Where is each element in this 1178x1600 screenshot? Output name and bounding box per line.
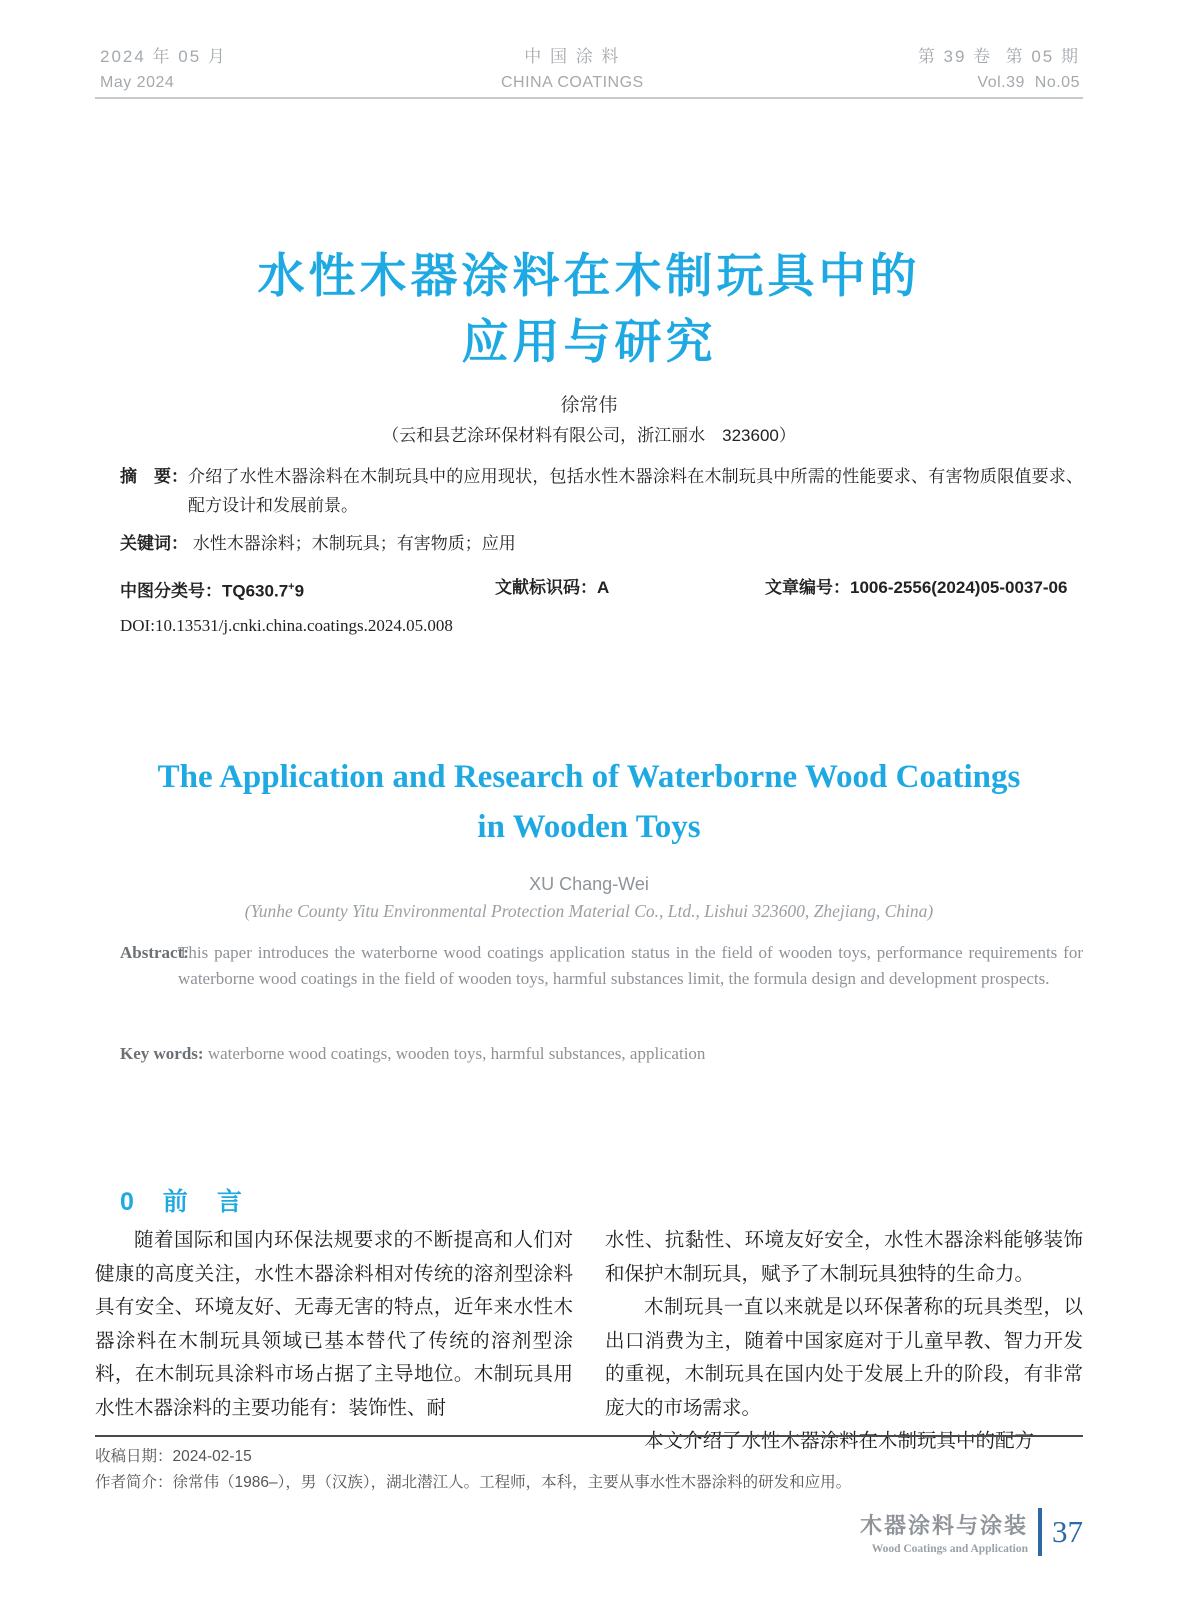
body-paragraph: 木制玩具一直以来就是以环保著称的玩具类型，以出口消费为主，随着中国家庭对于儿童早教、智力开发的重视，木制玩具在国内处于发展上升的阶段，有非常庞大的市场需求。 [605, 1296, 1083, 1419]
clc-value: TQ630.7 [222, 581, 289, 601]
clc-superscript: + [288, 581, 295, 593]
header-issue-cn: 第 39 卷 第 05 期 [917, 47, 1080, 66]
article-title-cn [0, 243, 1178, 375]
running-header [100, 42, 1080, 92]
article-number [765, 573, 1067, 602]
section-0-heading: 0 前 言 [120, 1188, 244, 1216]
journal-name-cn: 中 国 涂 料 [524, 47, 621, 66]
header-date-en: May 2024 [100, 74, 175, 91]
received-date-line [95, 1444, 1083, 1470]
header-issue [918, 42, 1080, 92]
clc-number [120, 573, 304, 606]
footnote [95, 1435, 1083, 1496]
abstract-text-cn: 介绍了水性木器涂料在木制玩具中的应用现状，包括水性木器涂料在木制玩具中所需的性能要求、有害物质限值要求、配方设计和发展前景。 [188, 467, 1083, 515]
article-number-value: 1006-2556(2024)05-0037-06 [850, 578, 1068, 597]
body-paragraph: 随着国际和国内环保法规要求的不断提高和人们对健康的高度关注，水性木器涂料相对传统的溶剂型涂料具有安全、环境友好、无毒无害的特点，近年来水性木器涂料在木制玩具领域已基本替代了传统的溶剂型涂料，在木制玩具涂料市场占据了主导地位。木制玩具用水性木器涂料的主要功能有：装饰性、耐 [95, 1229, 573, 1419]
article-title-en [0, 752, 1178, 852]
abstract-cn [120, 462, 1083, 520]
author-bio-label: 作者简介： [95, 1474, 173, 1491]
journal-name-en: CHINA COATINGS [501, 74, 644, 91]
body-paragraph: 本文介绍了水性木器涂料在木制玩具中的配方 [644, 1430, 1035, 1452]
header-date [100, 42, 227, 92]
received-date-value: 2024-02-15 [172, 1448, 252, 1465]
footer-divider-bar [1038, 1508, 1042, 1556]
doi: DOI:10.13531/j.cnki.china.coatings.2024.05.008 [120, 616, 453, 635]
author-en: XU Chang-Wei [529, 874, 649, 894]
body-columns [95, 1224, 1083, 1459]
keywords-en [120, 1044, 1083, 1064]
affiliation-en: (Yunhe County Yitu Environmental Protection Material Co., Ltd., Lishui 323600, Zhejiang, China) [244, 901, 934, 921]
document-code-value: A [597, 578, 610, 597]
classification-row [120, 573, 1083, 599]
document-code [495, 573, 609, 602]
abstract-text-en: This paper introduces the waterborne wood coatings application status in the field of wooden toys, performance requirements for waterborne wood coatings in the field of wooden toys, harmful substances limit, the formula design and development prospects. [178, 943, 1083, 988]
keywords-text-cn: 水性木器涂料；木制玩具；有害物质；应用 [192, 534, 516, 553]
article-number-label: 文章编号： [765, 578, 850, 597]
clc-label: 中图分类号： [120, 581, 222, 601]
article-title-cn-line1: 水性木器涂料在木制玩具中的 [257, 249, 921, 302]
header-divider [95, 97, 1083, 99]
abstract-label-cn: 摘 要： [120, 467, 188, 486]
front-matter-cn [120, 462, 1083, 640]
page-footer [860, 1508, 1083, 1556]
affiliation-cn: （云和县艺涂环保材料有限公司，浙江丽水 323600） [382, 426, 796, 445]
article-title-en-line1: The Application and Research of Waterborne Wood Coatings [157, 759, 1021, 795]
article-title-cn-line2: 应用与研究 [461, 315, 717, 368]
keywords-cn [120, 529, 1083, 558]
keywords-label-cn: 关键词： [120, 534, 188, 553]
body-column-left [95, 1224, 573, 1459]
author-bio-line [95, 1470, 1083, 1496]
body-paragraph: 水性、抗黏性、环境友好安全，水性木器涂料能够装饰和保护木制玩具，赋予了木制玩具独特的生命力。 [605, 1229, 1083, 1285]
article-title-en-line2: in Wooden Toys [477, 809, 701, 845]
footer-column-en: Wood Coatings and Application [871, 1543, 1028, 1555]
abstract-en [120, 940, 1083, 992]
header-issue-en: Vol.39 No.05 [977, 74, 1080, 91]
author-cn: 徐常伟 [560, 395, 618, 416]
document-code-label: 文献标识码： [495, 578, 597, 597]
body-column-right [605, 1224, 1083, 1459]
header-date-cn: 2024 年 05 月 [100, 47, 227, 66]
received-date-label: 收稿日期： [95, 1448, 173, 1465]
abstract-label-en: Abstract: [120, 943, 189, 962]
footer-column-cn: 木器涂料与涂装 [859, 1513, 1028, 1538]
keywords-text-en: waterborne wood coatings, wooden toys, harmful substances, application [207, 1044, 706, 1063]
clc-value-end: 9 [294, 581, 305, 601]
author-bio-text: 徐常伟（1986–），男（汉族），湖北潜江人。工程师，本科，主要从事水性木器涂料的研发和应用。 [172, 1474, 852, 1491]
keywords-label-en: Key words: [120, 1044, 204, 1063]
page-number: 37 [1052, 1514, 1083, 1549]
header-journal [501, 42, 644, 92]
footer-column-titles [860, 1509, 1028, 1555]
